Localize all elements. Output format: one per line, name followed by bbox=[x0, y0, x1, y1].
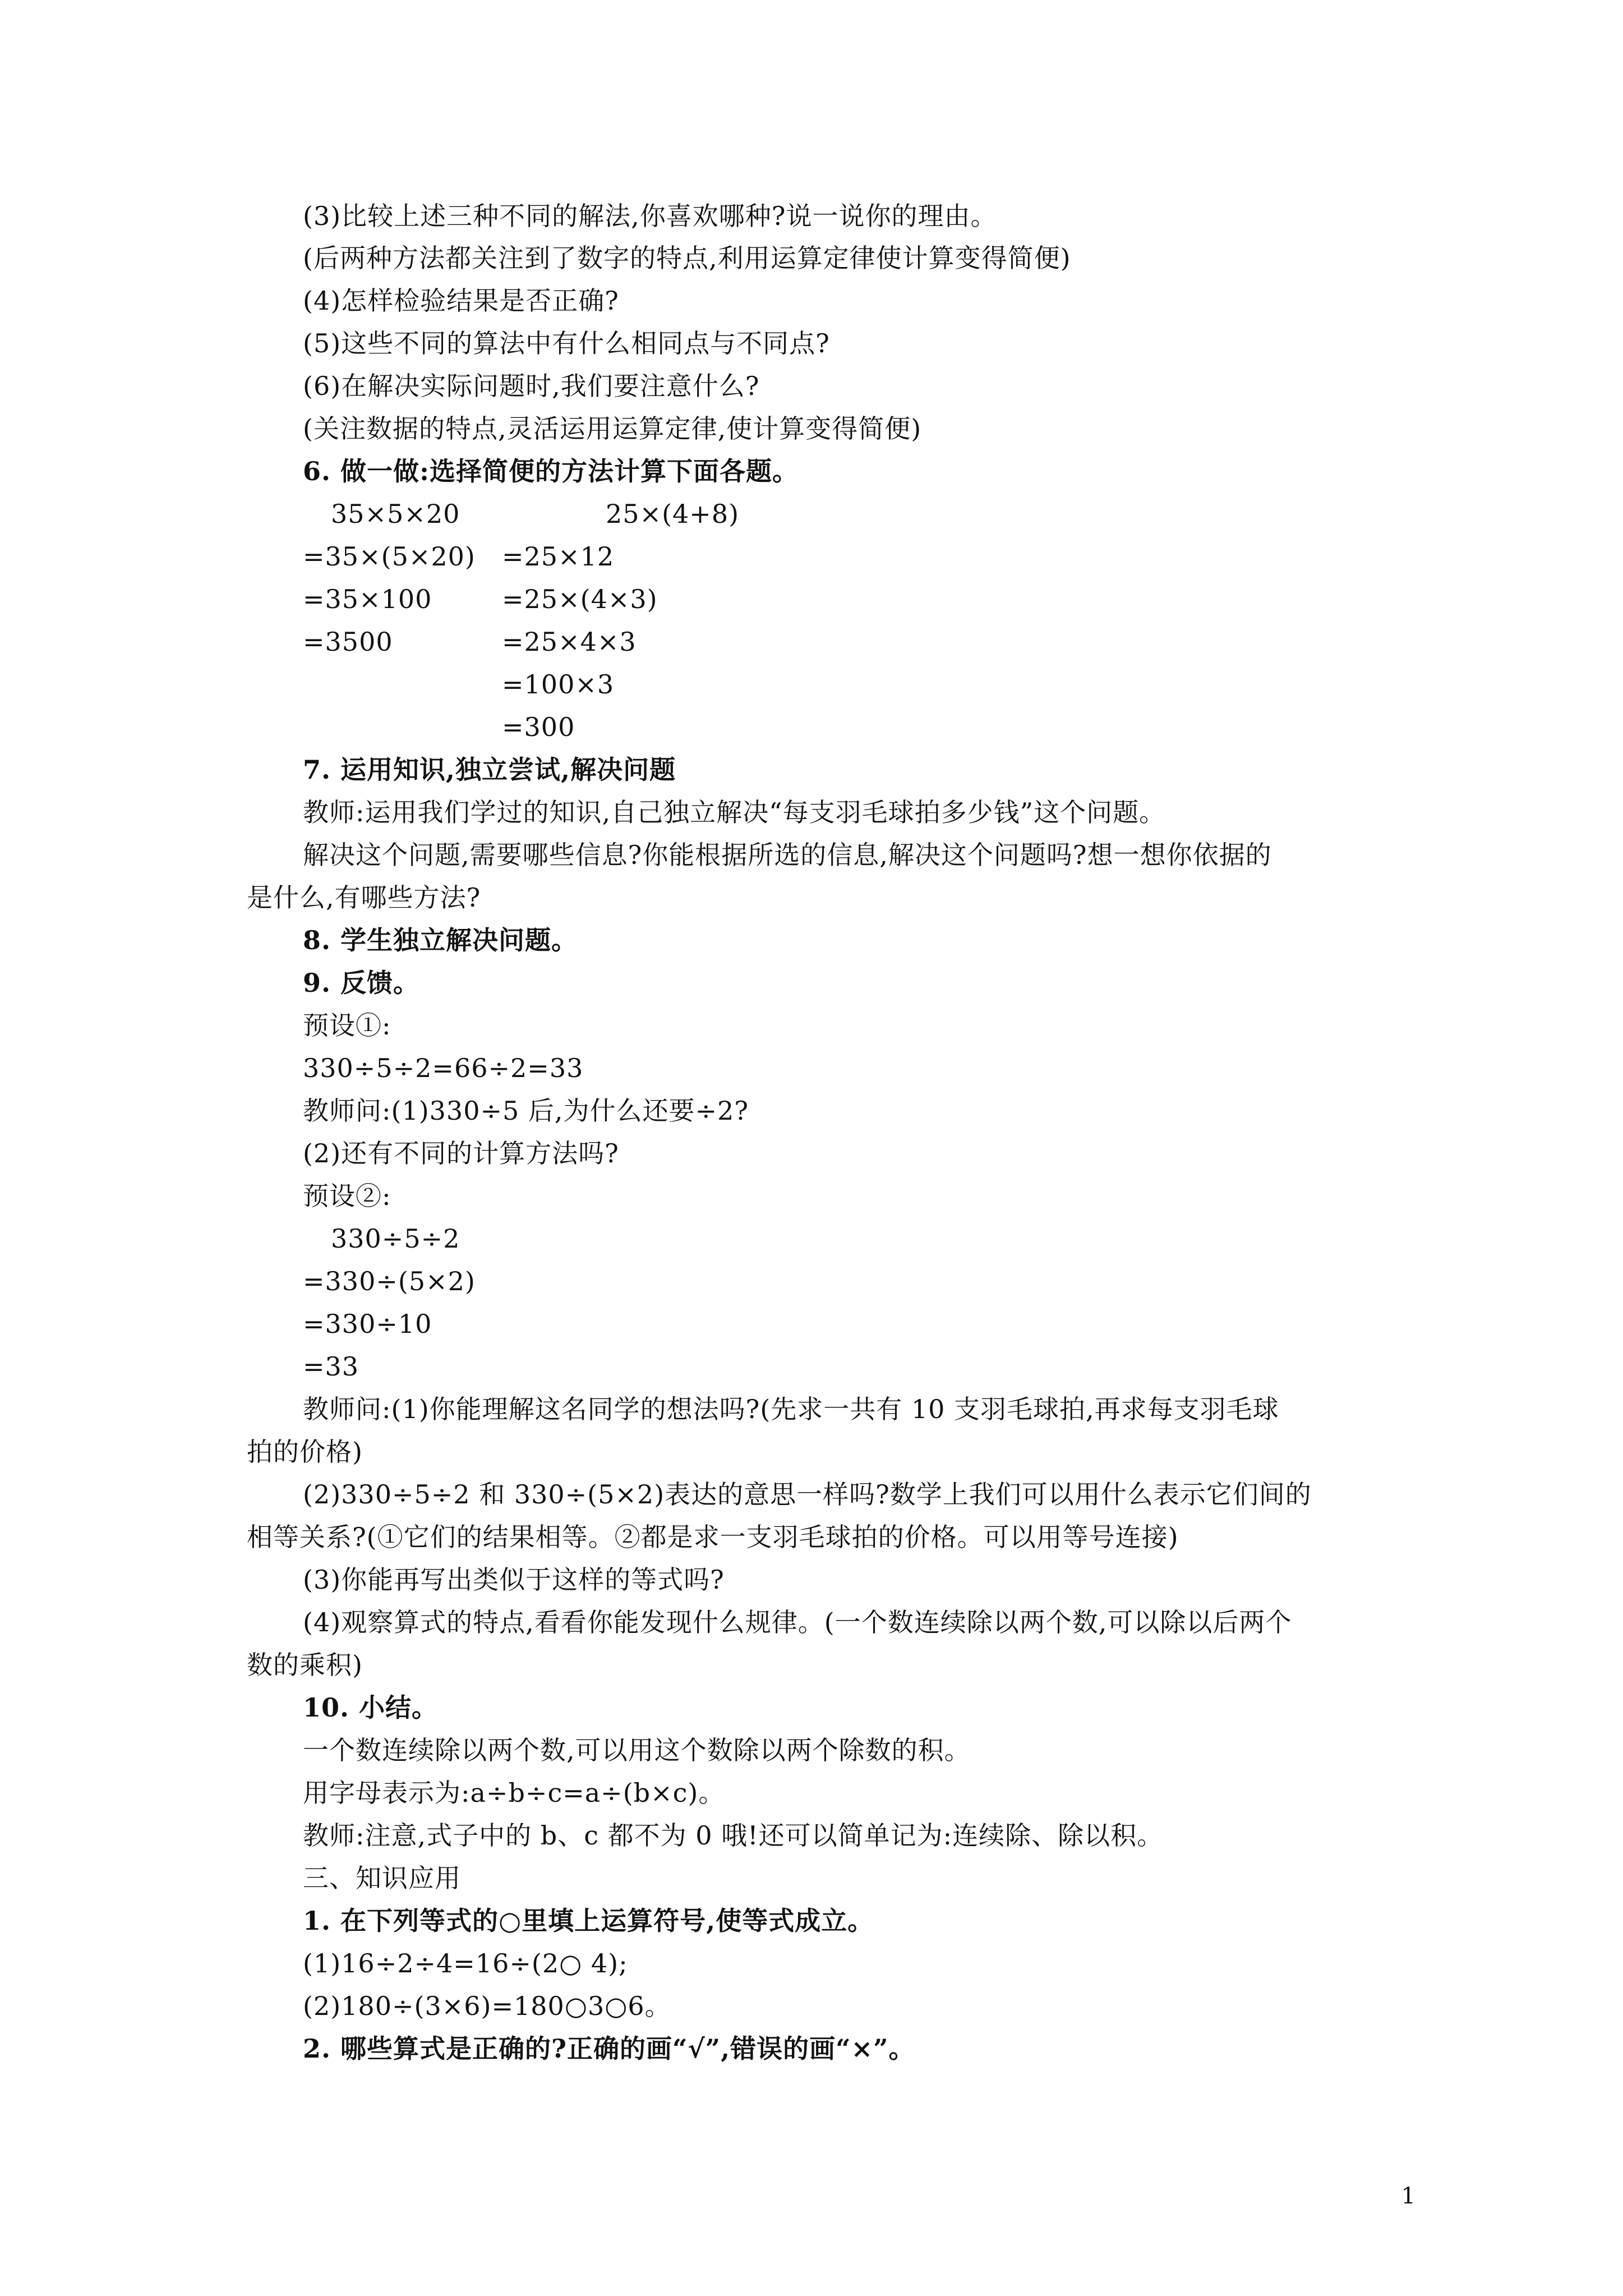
text-line: 教师问:(1)330÷5 后,为什么还要÷2? bbox=[303, 1096, 749, 1126]
text-line: 数的乘积) bbox=[247, 1650, 363, 1680]
equation-line: =300 bbox=[502, 712, 575, 742]
text-line: (4)观察算式的特点,看看你能发现什么规律。(一个数连续除以两个数,可以除以后两个 bbox=[303, 1607, 1292, 1637]
text-line: 拍的价格) bbox=[247, 1437, 363, 1467]
text-line: (3)你能再写出类似于这样的等式吗? bbox=[303, 1565, 725, 1595]
section-heading: 8. 学生独立解决问题。 bbox=[303, 925, 578, 955]
equation-line: =330÷10 bbox=[303, 1309, 432, 1339]
text-line: (2)还有不同的计算方法吗? bbox=[303, 1138, 619, 1168]
section-heading: 10. 小结。 bbox=[303, 1692, 439, 1723]
text-line: 是什么,有哪些方法? bbox=[247, 882, 481, 913]
equation-line: =25×(4×3) bbox=[502, 584, 658, 614]
text-line: 一个数连续除以两个数,可以用这个数除以两个除数的积。 bbox=[303, 1735, 971, 1765]
text-line: (关注数据的特点,灵活运用运算定律,使计算变得简便) bbox=[303, 413, 922, 444]
equation-line: 35×5×20 bbox=[331, 499, 460, 529]
exercise-line: 2. 哪些算式是正确的?正确的画“√”,错误的画“×”。 bbox=[303, 2033, 915, 2064]
equation-line: =25×12 bbox=[502, 541, 615, 572]
text-line: 预设①: bbox=[303, 1010, 391, 1041]
text-line: (4)怎样检验结果是否正确? bbox=[303, 286, 619, 316]
section-heading: 9. 反馈。 bbox=[303, 968, 420, 998]
equation-line: =25×4×3 bbox=[502, 627, 637, 657]
section-heading: 6. 做一做:选择简便的方法计算下面各题。 bbox=[303, 456, 799, 486]
text-line: (后两种方法都关注到了数字的特点,利用运算定律使计算变得简便) bbox=[303, 243, 1071, 273]
equation-line: =35×(5×20) bbox=[303, 541, 476, 572]
text-line: 相等关系?(①它们的结果相等。②都是求一支羽毛球拍的价格。可以用等号连接) bbox=[247, 1522, 1179, 1552]
equation-line: 25×(4+8) bbox=[606, 499, 740, 529]
text-line: 预设②: bbox=[303, 1181, 391, 1211]
text-line: 教师问:(1)你能理解这名同学的想法吗?(先求一共有 10 支羽毛球拍,再求每支羽毛球 bbox=[303, 1394, 1279, 1424]
exercise-line: (2)180÷(3×6)=180○3○6。 bbox=[303, 1991, 671, 2021]
text-line: (2)330÷5÷2 和 330÷(5×2)表达的意思一样吗?数学上我们可以用什么表示它们间的 bbox=[303, 1479, 1312, 1510]
text-line: (3)比较上述三种不同的解法,你喜欢哪种?说一说你的理由。 bbox=[303, 201, 997, 231]
equation-line: 330÷5÷2=66÷2=33 bbox=[303, 1053, 584, 1083]
text-line: 教师:运用我们学过的知识,自己独立解决“每支羽毛球拍多少钱”这个问题。 bbox=[303, 797, 1166, 827]
equation-line: =100×3 bbox=[502, 669, 615, 700]
exercise-line: (1)16÷2÷4=16÷(2○ 4); bbox=[303, 1948, 628, 1978]
text-line: 解决这个问题,需要哪些信息?你能根据所选的信息,解决这个问题吗?想一想你依据的 bbox=[303, 840, 1272, 870]
text-line: 用字母表示为:a÷b÷c=a÷(b×c)。 bbox=[303, 1778, 725, 1808]
text-line: (5)这些不同的算法中有什么相同点与不同点? bbox=[303, 328, 830, 358]
equation-line: =3500 bbox=[303, 627, 393, 657]
equation-line: 330÷5÷2 bbox=[331, 1223, 460, 1254]
exercise-line: 1. 在下列等式的○里填上运算符号,使等式成立。 bbox=[303, 1906, 874, 1936]
section-heading: 7. 运用知识,独立尝试,解决问题 bbox=[303, 754, 676, 785]
section-heading: 三、知识应用 bbox=[303, 1863, 461, 1893]
page-number: 1 bbox=[1401, 2183, 1415, 2209]
text-line: (6)在解决实际问题时,我们要注意什么? bbox=[303, 371, 760, 401]
equation-line: =35×100 bbox=[303, 584, 432, 614]
equation-line: =330÷(5×2) bbox=[303, 1266, 476, 1296]
equation-line: =33 bbox=[303, 1351, 359, 1382]
text-line: 教师:注意,式子中的 b、c 都不为 0 哦!还可以简单记为:连续除、除以积。 bbox=[303, 1820, 1164, 1851]
